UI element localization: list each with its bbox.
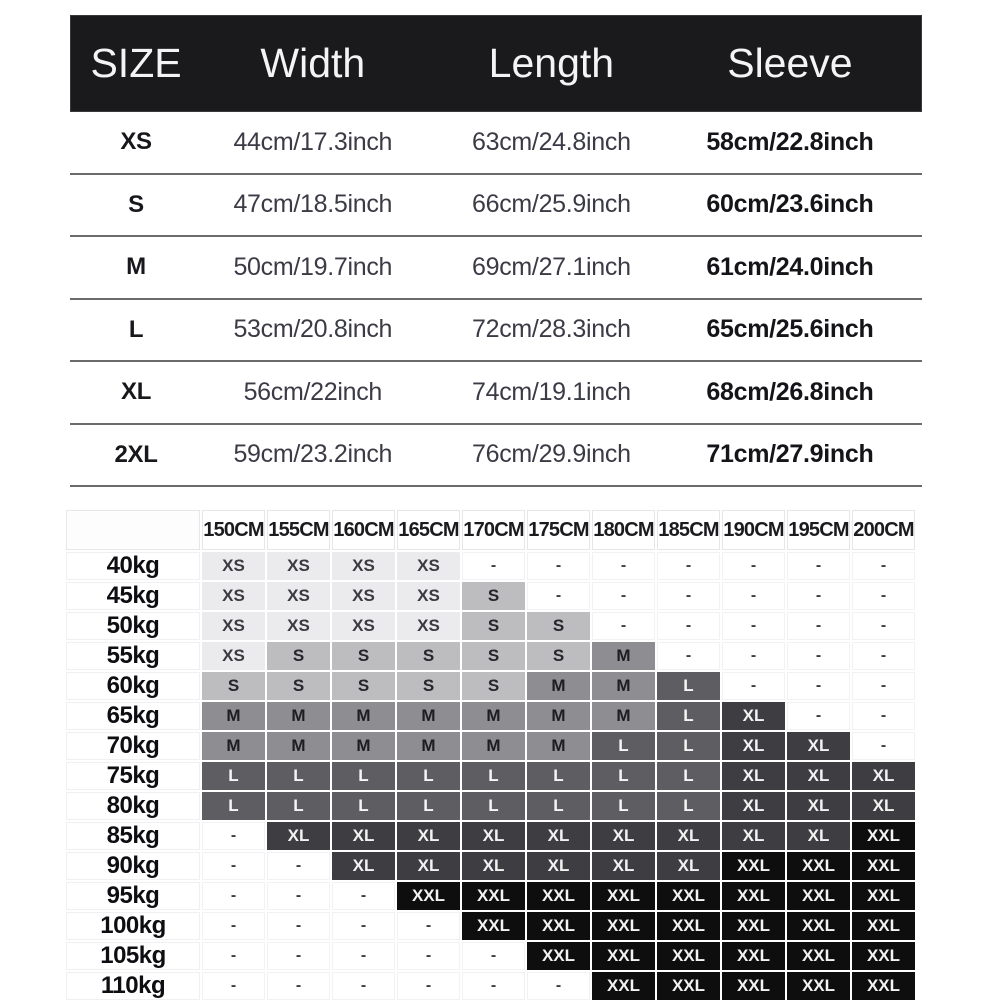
size-cell-empty: - <box>852 672 915 700</box>
height-header-150cm: 150CM <box>202 510 265 550</box>
size-cell-empty: - <box>397 942 460 970</box>
size-cell-empty: - <box>332 942 395 970</box>
size-cell-s: S <box>267 672 330 700</box>
height-header-170cm: 170CM <box>462 510 525 550</box>
length-value: 76cm/29.9inch <box>472 440 631 469</box>
size-cell-empty: - <box>462 972 525 1000</box>
size-cell-s: S <box>462 672 525 700</box>
size-cell-empty: - <box>397 912 460 940</box>
size-cell-empty: - <box>657 612 720 640</box>
size-cell-empty: - <box>787 642 850 670</box>
weight-row-70kg <box>66 732 915 760</box>
size-cell-empty: - <box>527 972 590 1000</box>
size-cell-xxl: XXL <box>657 972 720 1000</box>
size-cell-m: M <box>462 732 525 760</box>
size-cell-xxl: XXL <box>657 882 720 910</box>
weight-label: 80kg <box>66 792 200 820</box>
size-cell-xs: XS <box>267 612 330 640</box>
size-cell-s: S <box>462 582 525 610</box>
size-cell-xl: XL <box>852 792 915 820</box>
weight-label: 65kg <box>66 702 200 730</box>
size-cell-xl: XL <box>462 852 525 880</box>
size-cell-xs: XS <box>397 612 460 640</box>
size-cell-m: M <box>592 672 655 700</box>
size-cell-xs: XS <box>332 612 395 640</box>
measurement-table-body <box>70 112 922 487</box>
size-cell-xl: XL <box>722 792 785 820</box>
sleeve-value: 71cm/27.9inch <box>706 440 874 469</box>
size-cell-xxl: XXL <box>722 912 785 940</box>
size-cell-empty: - <box>852 732 915 760</box>
size-cell-l: L <box>202 792 265 820</box>
size-cell-l: L <box>202 762 265 790</box>
size-cell-empty: - <box>787 582 850 610</box>
size-cell-l: L <box>332 792 395 820</box>
size-cell-l: L <box>527 792 590 820</box>
weight-label: 50kg <box>66 612 200 640</box>
measurement-row-l <box>70 300 922 363</box>
size-cell-xxl: XXL <box>787 972 850 1000</box>
size-cell-m: M <box>397 702 460 730</box>
weight-row-90kg <box>66 852 915 880</box>
size-cell-xxl: XXL <box>397 882 460 910</box>
size-cell-xxl: XXL <box>787 882 850 910</box>
size-cell-xl: XL <box>527 852 590 880</box>
length-value: 74cm/19.1inch <box>472 377 631 406</box>
size-cell-empty: - <box>527 552 590 580</box>
measurement-row-xs <box>70 112 922 175</box>
size-cell-empty: - <box>267 912 330 940</box>
size-cell-xxl: XXL <box>462 882 525 910</box>
size-cell-xxl: XXL <box>852 852 915 880</box>
weight-row-105kg <box>66 942 915 970</box>
size-cell-empty: - <box>787 612 850 640</box>
size-cell-empty: - <box>592 612 655 640</box>
size-cell-empty: - <box>202 942 265 970</box>
width-value: 53cm/20.8inch <box>233 315 393 344</box>
measurement-row-s <box>70 175 922 238</box>
size-cell-l: L <box>397 762 460 790</box>
size-cell-l: L <box>657 762 720 790</box>
size-cell-empty: - <box>722 672 785 700</box>
size-cell-l: L <box>527 762 590 790</box>
sleeve-value: 58cm/22.8inch <box>706 127 874 156</box>
size-cell-empty: - <box>267 852 330 880</box>
measurement-row-m <box>70 237 922 300</box>
size-cell-s: S <box>462 642 525 670</box>
weight-label: 55kg <box>66 642 200 670</box>
size-cell-empty: - <box>397 972 460 1000</box>
width-value: 50cm/19.7inch <box>233 252 393 281</box>
weight-row-55kg <box>66 642 915 670</box>
weight-label: 60kg <box>66 672 200 700</box>
size-cell-s: S <box>462 612 525 640</box>
size-cell-xxl: XXL <box>787 912 850 940</box>
size-cell-s: S <box>527 642 590 670</box>
size-label: M <box>126 253 146 281</box>
size-cell-xs: XS <box>267 552 330 580</box>
length-value: 72cm/28.3inch <box>472 315 631 344</box>
size-cell-xxl: XXL <box>852 882 915 910</box>
size-cell-xxl: XXL <box>657 942 720 970</box>
size-cell-empty: - <box>267 972 330 1000</box>
size-cell-l: L <box>657 792 720 820</box>
weight-row-60kg <box>66 672 915 700</box>
measurement-col-header-sleeve: Sleeve <box>727 40 853 86</box>
size-cell-empty: - <box>527 582 590 610</box>
size-cell-empty: - <box>332 972 395 1000</box>
size-cell-m: M <box>202 702 265 730</box>
size-cell-l: L <box>657 702 720 730</box>
size-cell-xxl: XXL <box>852 822 915 850</box>
sleeve-value: 65cm/25.6inch <box>706 315 874 344</box>
height-header-165cm: 165CM <box>397 510 460 550</box>
size-cell-m: M <box>267 732 330 760</box>
size-cell-xxl: XXL <box>657 912 720 940</box>
weight-row-80kg <box>66 792 915 820</box>
size-cell-empty: - <box>852 702 915 730</box>
size-cell-xxl: XXL <box>722 852 785 880</box>
height-header-190cm: 190CM <box>722 510 785 550</box>
sleeve-value: 61cm/24.0inch <box>706 252 874 281</box>
size-cell-xxl: XXL <box>592 882 655 910</box>
size-cell-s: S <box>397 672 460 700</box>
size-cell-xxl: XXL <box>852 942 915 970</box>
weight-label: 110kg <box>66 972 200 1000</box>
width-value: 56cm/22inch <box>243 377 383 406</box>
size-cell-xl: XL <box>787 792 850 820</box>
size-cell-empty: - <box>852 612 915 640</box>
size-cell-empty: - <box>202 972 265 1000</box>
height-header-195cm: 195CM <box>787 510 850 550</box>
weight-label: 100kg <box>66 912 200 940</box>
size-cell-s: S <box>202 672 265 700</box>
size-cell-empty: - <box>787 552 850 580</box>
size-cell-xxl: XXL <box>722 882 785 910</box>
weight-row-65kg <box>66 702 915 730</box>
size-cell-l: L <box>657 732 720 760</box>
height-header-180cm: 180CM <box>592 510 655 550</box>
size-cell-l: L <box>592 732 655 760</box>
weight-row-110kg <box>66 972 915 1000</box>
size-cell-l: L <box>332 762 395 790</box>
size-cell-m: M <box>267 702 330 730</box>
size-cell-m: M <box>527 732 590 760</box>
size-cell-s: S <box>332 672 395 700</box>
size-cell-empty: - <box>657 582 720 610</box>
size-cell-xs: XS <box>202 582 265 610</box>
size-cell-s: S <box>397 642 460 670</box>
size-cell-xl: XL <box>592 852 655 880</box>
size-cell-xxl: XXL <box>527 882 590 910</box>
height-header-160cm: 160CM <box>332 510 395 550</box>
height-header-185cm: 185CM <box>657 510 720 550</box>
size-cell-xl: XL <box>787 762 850 790</box>
weight-label: 105kg <box>66 942 200 970</box>
size-cell-empty: - <box>202 882 265 910</box>
length-value: 69cm/27.1inch <box>472 252 631 281</box>
size-cell-l: L <box>592 792 655 820</box>
corner-cell <box>66 510 200 550</box>
width-value: 44cm/17.3inch <box>233 127 393 156</box>
size-cell-m: M <box>527 702 590 730</box>
size-cell-empty: - <box>462 942 525 970</box>
height-header-row <box>66 510 915 550</box>
size-cell-xxl: XXL <box>787 942 850 970</box>
size-cell-xl: XL <box>722 702 785 730</box>
height-header-200cm: 200CM <box>852 510 915 550</box>
height-weight-table <box>64 508 917 1002</box>
size-cell-xs: XS <box>267 582 330 610</box>
length-value: 66cm/25.9inch <box>472 190 631 219</box>
sleeve-value: 68cm/26.8inch <box>706 377 874 406</box>
size-cell-l: L <box>592 762 655 790</box>
size-label: XL <box>120 378 152 406</box>
size-cell-s: S <box>332 642 395 670</box>
size-cell-xs: XS <box>202 552 265 580</box>
weight-row-50kg <box>66 612 915 640</box>
size-cell-xxl: XXL <box>527 942 590 970</box>
size-cell-xxl: XXL <box>722 972 785 1000</box>
measurement-table <box>70 15 922 487</box>
size-cell-empty: - <box>852 582 915 610</box>
size-cell-xl: XL <box>657 822 720 850</box>
size-cell-xl: XL <box>332 822 395 850</box>
size-cell-empty: - <box>332 912 395 940</box>
size-cell-xs: XS <box>202 642 265 670</box>
size-label: L <box>128 315 144 343</box>
size-cell-xl: XL <box>592 822 655 850</box>
size-cell-xl: XL <box>462 822 525 850</box>
weight-row-45kg <box>66 582 915 610</box>
size-cell-l: L <box>462 792 525 820</box>
size-cell-xs: XS <box>332 582 395 610</box>
size-cell-xs: XS <box>202 612 265 640</box>
size-cell-empty: - <box>267 882 330 910</box>
measurement-row-xl <box>70 362 922 425</box>
size-cell-empty: - <box>202 912 265 940</box>
size-cell-xxl: XXL <box>592 942 655 970</box>
size-cell-empty: - <box>787 702 850 730</box>
size-cell-empty: - <box>722 552 785 580</box>
size-cell-xxl: XXL <box>852 912 915 940</box>
weight-row-95kg <box>66 882 915 910</box>
size-cell-xl: XL <box>397 852 460 880</box>
size-cell-empty: - <box>267 942 330 970</box>
size-label: XS <box>120 128 152 156</box>
measurement-col-header-length: Length <box>488 40 615 86</box>
weight-row-100kg <box>66 912 915 940</box>
size-cell-xxl: XXL <box>852 972 915 1000</box>
size-cell-empty: - <box>657 552 720 580</box>
weight-label: 70kg <box>66 732 200 760</box>
size-cell-empty: - <box>722 612 785 640</box>
size-cell-xl: XL <box>852 762 915 790</box>
measurement-row-2xl <box>70 425 922 488</box>
size-cell-xl: XL <box>722 762 785 790</box>
size-cell-l: L <box>267 792 330 820</box>
size-cell-m: M <box>397 732 460 760</box>
size-cell-xxl: XXL <box>722 942 785 970</box>
size-cell-l: L <box>462 762 525 790</box>
weight-label: 90kg <box>66 852 200 880</box>
size-cell-m: M <box>592 642 655 670</box>
size-cell-xxl: XXL <box>592 972 655 1000</box>
size-cell-empty: - <box>202 822 265 850</box>
size-cell-xxl: XXL <box>462 912 525 940</box>
size-cell-xl: XL <box>657 852 720 880</box>
size-cell-empty: - <box>202 852 265 880</box>
weight-label: 45kg <box>66 582 200 610</box>
sleeve-value: 60cm/23.6inch <box>706 190 874 219</box>
size-cell-m: M <box>592 702 655 730</box>
width-value: 59cm/23.2inch <box>233 440 393 469</box>
size-cell-empty: - <box>462 552 525 580</box>
size-cell-s: S <box>267 642 330 670</box>
size-cell-l: L <box>267 762 330 790</box>
size-cell-xl: XL <box>787 822 850 850</box>
height-weight-body <box>66 510 915 1000</box>
height-header-175cm: 175CM <box>527 510 590 550</box>
size-cell-l: L <box>397 792 460 820</box>
size-label: 2XL <box>114 440 158 468</box>
size-cell-empty: - <box>657 642 720 670</box>
size-cell-xl: XL <box>722 822 785 850</box>
size-cell-m: M <box>332 702 395 730</box>
size-cell-xl: XL <box>397 822 460 850</box>
size-cell-xxl: XXL <box>527 912 590 940</box>
size-cell-m: M <box>527 672 590 700</box>
size-cell-m: M <box>332 732 395 760</box>
size-cell-xxl: XXL <box>787 852 850 880</box>
size-cell-s: S <box>527 612 590 640</box>
measurement-col-header-size: SIZE <box>90 40 182 86</box>
size-cell-xxl: XXL <box>592 912 655 940</box>
size-cell-xs: XS <box>397 552 460 580</box>
weight-row-75kg <box>66 762 915 790</box>
size-cell-empty: - <box>722 642 785 670</box>
size-cell-empty: - <box>852 552 915 580</box>
size-cell-empty: - <box>852 642 915 670</box>
size-cell-xs: XS <box>332 552 395 580</box>
width-value: 47cm/18.5inch <box>233 190 393 219</box>
length-value: 63cm/24.8inch <box>472 127 631 156</box>
size-cell-m: M <box>462 702 525 730</box>
weight-label: 40kg <box>66 552 200 580</box>
size-cell-xl: XL <box>787 732 850 760</box>
height-header-155cm: 155CM <box>267 510 330 550</box>
weight-label: 75kg <box>66 762 200 790</box>
size-cell-empty: - <box>592 582 655 610</box>
weight-label: 85kg <box>66 822 200 850</box>
weight-label: 95kg <box>66 882 200 910</box>
size-cell-xs: XS <box>397 582 460 610</box>
size-cell-m: M <box>202 732 265 760</box>
size-cell-empty: - <box>787 672 850 700</box>
size-cell-l: L <box>657 672 720 700</box>
size-cell-xl: XL <box>267 822 330 850</box>
size-cell-xl: XL <box>722 732 785 760</box>
measurement-table-header <box>70 15 922 112</box>
measurement-col-header-width: Width <box>260 40 366 86</box>
size-cell-xl: XL <box>527 822 590 850</box>
weight-row-85kg <box>66 822 915 850</box>
size-cell-xl: XL <box>332 852 395 880</box>
size-cell-empty: - <box>332 882 395 910</box>
size-label: S <box>128 190 144 218</box>
weight-row-40kg <box>66 552 915 580</box>
size-cell-empty: - <box>722 582 785 610</box>
size-cell-empty: - <box>592 552 655 580</box>
